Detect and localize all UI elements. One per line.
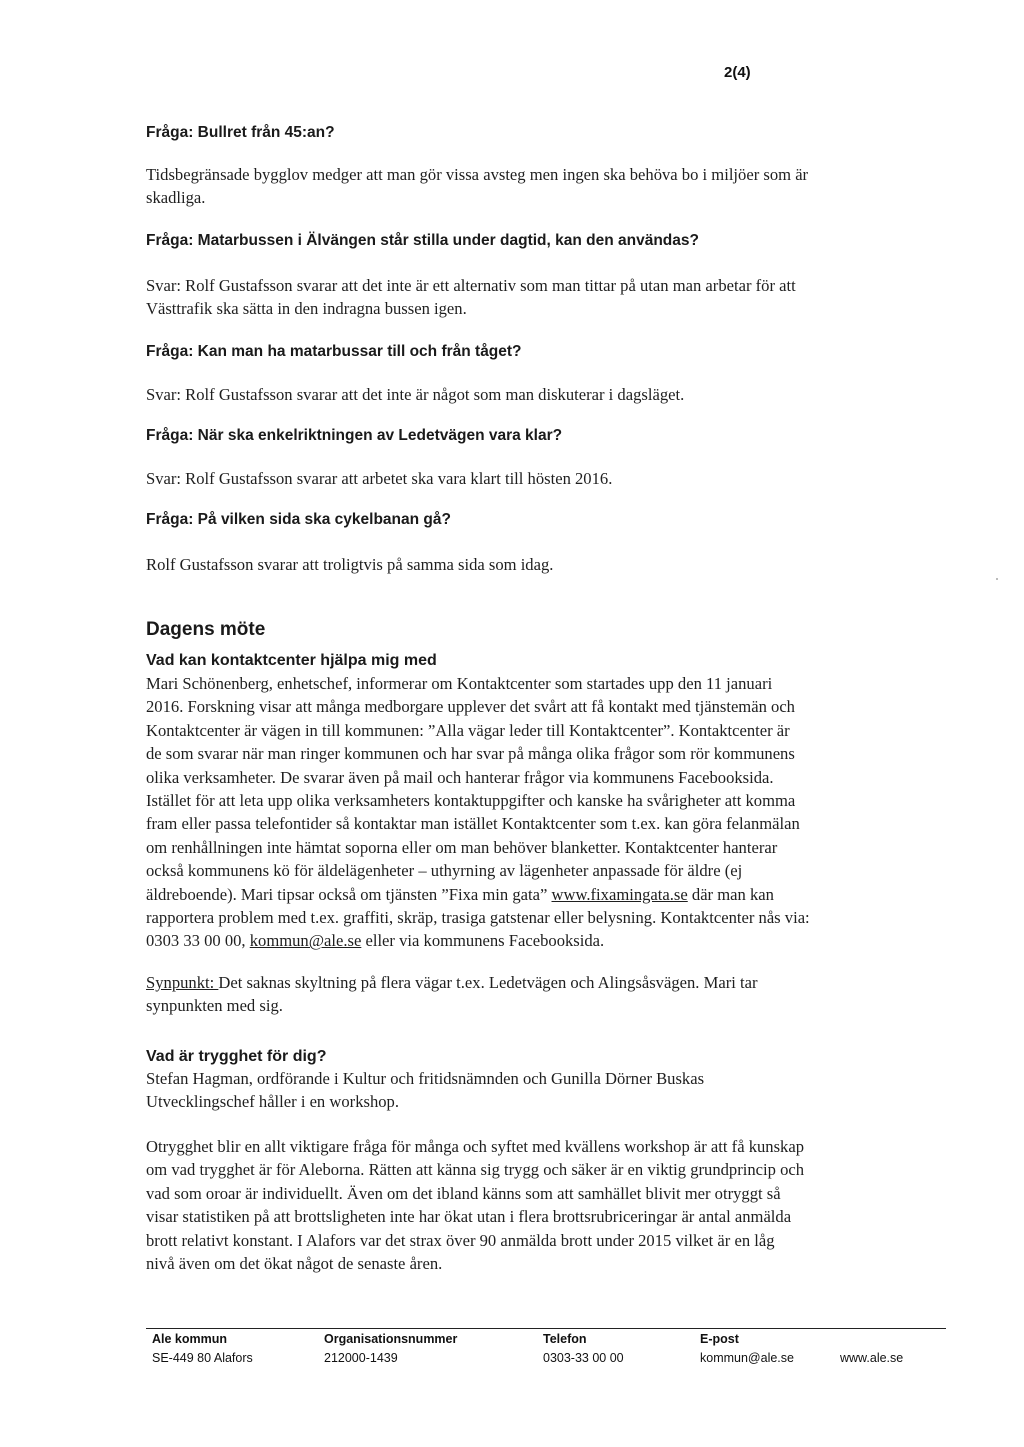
kontaktcenter-line: Istället för att leta upp olika verksamheters kontaktuppgifter och kanske ha svårigheter att komma bbox=[146, 791, 796, 811]
trygghet-intro-line: Stefan Hagman, ordförande i Kultur och fritidsnämnden och Gunilla Dörner Buskas bbox=[146, 1069, 705, 1088]
answer-1 bbox=[146, 163, 956, 210]
line-text: 0303 33 00 00, bbox=[146, 931, 250, 951]
kontaktcenter-line: olika verksamheter. De svarar även på mail och hanterar frågor via kommunens Facebooksida. bbox=[146, 767, 774, 787]
answer-5 bbox=[146, 553, 956, 576]
kontaktcenter-line: Mari Schönenberg, enhetschef, informerar om Kontaktcenter som startades upp den 11 januari bbox=[146, 674, 773, 693]
kontaktcenter-line: 2016. Forskning visar att många medborgare upplever det svårt att få kontakt med tjänstemän och bbox=[146, 697, 795, 717]
question-4: Fråga: När ska enkelriktningen av Ledetvägen vara klar? bbox=[146, 427, 563, 444]
line-text: där man kan bbox=[687, 884, 774, 904]
trygghet-intro-line: Utvecklingschef håller i en workshop. bbox=[146, 1092, 399, 1112]
line-text: eller via kommunens Facebooksida. bbox=[361, 931, 605, 951]
trygghet-body bbox=[146, 1135, 956, 1275]
trygghet-body-line: visar statistiken på att brottsligheten inte har ökat utan i flera brottsrubriceringar är antal anmälda bbox=[146, 1207, 792, 1227]
kontaktcenter-line: också kommunens kö för äldelägenheter – uthyrning av lägenheter anpassade för äldre (ej bbox=[146, 861, 743, 881]
trygghet-body-line: nivå även om det ökat något de senaste åren. bbox=[146, 1254, 443, 1274]
footer-orgnr-label: Organisationsnummer bbox=[324, 1332, 458, 1346]
synpunkt bbox=[146, 971, 956, 1018]
answer-4-line-1: Svar: Rolf Gustafsson svarar att arbetet ska vara klart till hösten 2016. bbox=[146, 469, 613, 488]
footer-divider bbox=[146, 1328, 946, 1329]
synpunkt-line-1 bbox=[146, 971, 956, 994]
answer-1-line-1: Tidsbegränsade bygglov medger att man gör vissa avsteg men ingen ska behöva bo i miljöer som är bbox=[146, 165, 809, 184]
trygghet-body-line: vad som oroar är individuellt. Även om det ibland känns som att samhället blivit mer otryggt så bbox=[146, 1183, 781, 1203]
answer-2-line-1: Svar: Rolf Gustafsson svarar att det inte är ett alternativ som man tittar på utan man arbetar för att bbox=[146, 276, 796, 295]
answer-3 bbox=[146, 383, 956, 406]
trygghet-intro bbox=[146, 1067, 956, 1114]
kontaktcenter-line-fixamingata bbox=[146, 883, 956, 906]
question-1: Fråga: Bullret från 45:an? bbox=[146, 124, 335, 141]
line-text: äldreboende). Mari tipsar också om tjänsten ”Fixa min gata” bbox=[146, 884, 552, 904]
synpunkt-line-2: synpunkten med sig. bbox=[146, 996, 283, 1016]
trygghet-body-line: om vad trygghet är för Aleborna. Rätten att känna sig trygg och säker är en viktig grundprincip och bbox=[146, 1160, 805, 1180]
answer-3-line-1: Svar: Rolf Gustafsson svarar att det inte är något som man diskuterar i dagsläget. bbox=[146, 385, 685, 404]
page-number: 2(4) bbox=[724, 64, 751, 81]
kontaktcenter-line: Kontaktcenter är vägen in till kommunen: ”Alla vägar leder till Kontaktcenter”. Kontaktcenter är bbox=[146, 720, 790, 740]
synpunkt-text: Det saknas skyltning på flera vägar t.ex. Ledetvägen och Alingsåsvägen. Mari tar bbox=[218, 973, 758, 992]
footer-address: SE-449 80 Alafors bbox=[152, 1351, 253, 1365]
question-2: Fråga: Matarbussen i Älvängen står stilla under dagtid, kan den användas? bbox=[146, 232, 699, 249]
scan-speck bbox=[996, 578, 998, 580]
kontaktcenter-line: om renhållningen inte hämtat soporna eller om man behöver blanketter. Kontaktcenter hanterar bbox=[146, 837, 778, 857]
section-title: Dagens möte bbox=[146, 619, 266, 640]
trygghet-body-line: Otrygghet blir en allt viktigare fråga för många och syftet med kvällens workshop är att få kunskap bbox=[146, 1137, 805, 1156]
footer-website[interactable]: www.ale.se bbox=[840, 1351, 904, 1365]
kontaktcenter-heading: Vad kan kontaktcenter hjälpa mig med bbox=[146, 652, 437, 669]
kontaktcenter-body bbox=[146, 672, 956, 953]
question-3: Fråga: Kan man ha matarbussar till och från tåget? bbox=[146, 343, 522, 360]
footer-phone-label: Telefon bbox=[543, 1332, 587, 1346]
footer-org-name: Ale kommun bbox=[152, 1332, 228, 1346]
footer-email-label: E-post bbox=[700, 1332, 739, 1346]
kontaktcenter-line: fram eller passa telefontider så kontaktar man istället Kontaktcenter som t.ex. kan göra felanmälan bbox=[146, 814, 800, 834]
footer-phone: 0303-33 00 00 bbox=[543, 1351, 624, 1365]
kontaktcenter-line: rapportera problem med t.ex. graffiti, skräp, trasiga gatstenar eller belysning. Kontaktcenter nås via: bbox=[146, 908, 810, 928]
footer-email[interactable]: kommun@ale.se bbox=[700, 1351, 794, 1365]
trygghet-heading: Vad är trygghet för dig? bbox=[146, 1048, 327, 1065]
answer-2 bbox=[146, 274, 956, 321]
answer-5-line-1: Rolf Gustafsson svarar att troligtvis på samma sida som idag. bbox=[146, 555, 554, 574]
answer-4 bbox=[146, 467, 956, 490]
synpunkt-label: Synpunkt: bbox=[146, 973, 219, 992]
trygghet-body-line: brott relativt konstant. I Alafors var det strax över 90 anmälda brott under 2015 vilket är en låg bbox=[146, 1230, 775, 1250]
kontaktcenter-line: de som svarar när man ringer kommunen och har svar på många olika frågor som rör kommunens bbox=[146, 744, 795, 764]
answer-1-line-2: skadliga. bbox=[146, 188, 206, 208]
fixamingata-link[interactable]: www.fixamingata.se bbox=[551, 884, 688, 904]
kontaktcenter-line-email bbox=[146, 929, 956, 952]
answer-2-line-2: Västtrafik ska sätta in den indragna bussen igen. bbox=[146, 299, 467, 319]
question-5: Fråga: På vilken sida ska cykelbanan gå? bbox=[146, 511, 451, 528]
email-link[interactable]: kommun@ale.se bbox=[249, 931, 362, 951]
footer-orgnr: 212000-1439 bbox=[324, 1351, 398, 1365]
